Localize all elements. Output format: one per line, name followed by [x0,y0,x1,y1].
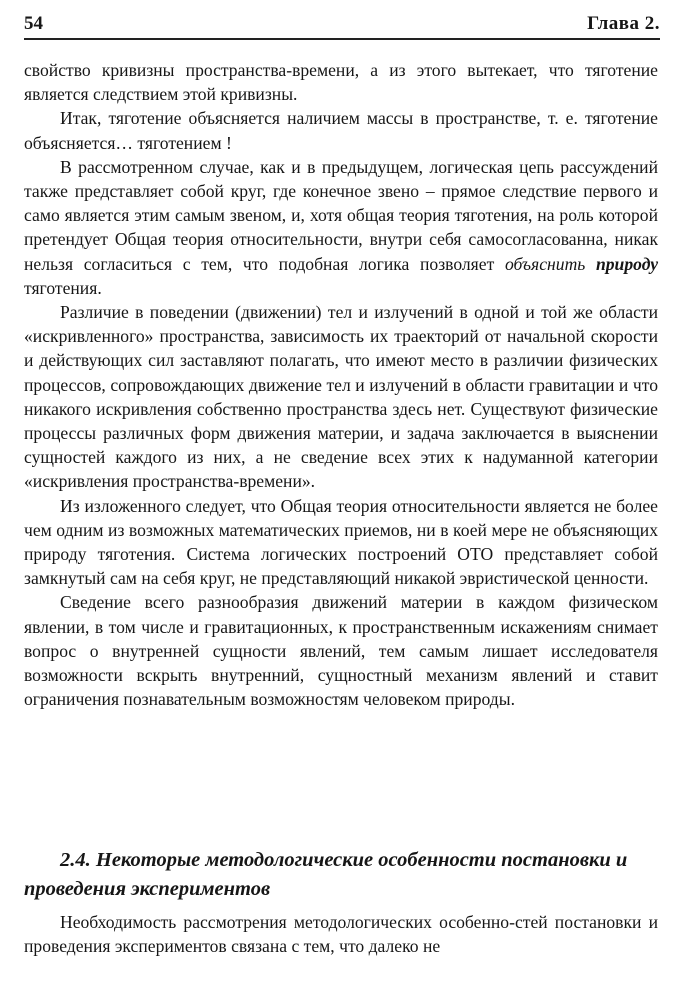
section-heading: 2.4. Некоторые методологические особенности постановки и проведения экспериментов [24,849,628,900]
paragraph: свойство кривизны пространства-времени, а из этого вытекает, что тяготение является следствием этой кривизны. [24,60,658,105]
chapter-label: Глава 2. [587,13,660,34]
emphasis-bold-italic: природу [595,253,659,274]
paragraph: Сведение всего разнообразия движений материи в каждом физическом явлении, в том числе и гравитационных, к пространственным искажениям снимает вопрос о внутренней сущности явлений, тем самым лишает исследователя возможности вскрыть внутренний, сущностный механизм явлений и ставит ограничения познавательным возможностям человеком природы. [24,592,658,710]
paragraph-text: тяготения. [24,277,102,298]
paragraph: Итак, тяготение объясняется наличием массы в пространстве, т. е. тяготение объясняется… тяготением ! [24,108,658,153]
section-body [24,910,658,958]
header-rule [24,38,660,40]
paragraph [24,155,658,300]
body-text [24,58,658,711]
paragraph: Необходимость рассмотрения методологических особенно-стей постановки и проведения экспериментов связана с тем, что далеко не [24,912,658,957]
page-number: 54 [24,13,43,34]
paragraph-text: В рассмотренном случае, как и в предыдущем, логическая цепь рассуждений также представляет собой круг, где конечное звено – прямое следствие первого и само является этим самым звеном, и, хотя общая теория тяготения, на роль которой претендует Общая теория относительности, внутри себя самосогласованна, никак нельзя согласиться с тем, что подобная логика позволяет [24,156,658,274]
paragraph: Из изложенного следует, что Общая теория относительности является не более чем одним из возможных математических приемов, ни в коей мере не объясняющих природу тяготения. Система логических построений ОТО представляет собой замкнутый сам на себя круг, не представляющий никакой эвристической ценности. [24,495,658,589]
paragraph: Различие в поведении (движении) тел и излучений в одной и той же области «искривленного» пространства, зависимость их траекторий от начальной скорости и действующих сил заставляют полагать, что имеют место в различии физических процессов, сопровождающих движение тел и излучений в области гравитации и что никакого искривления собственно пространства здесь нет. Существуют физические процессы различных форм движения материи, и задача заключается в выяснении сущностей каждого из них, а не сведение всех этих к надуманной категории «искривления пространства-времени». [24,302,658,492]
emphasis-italic: объяснить [504,253,586,274]
running-header [24,10,660,40]
